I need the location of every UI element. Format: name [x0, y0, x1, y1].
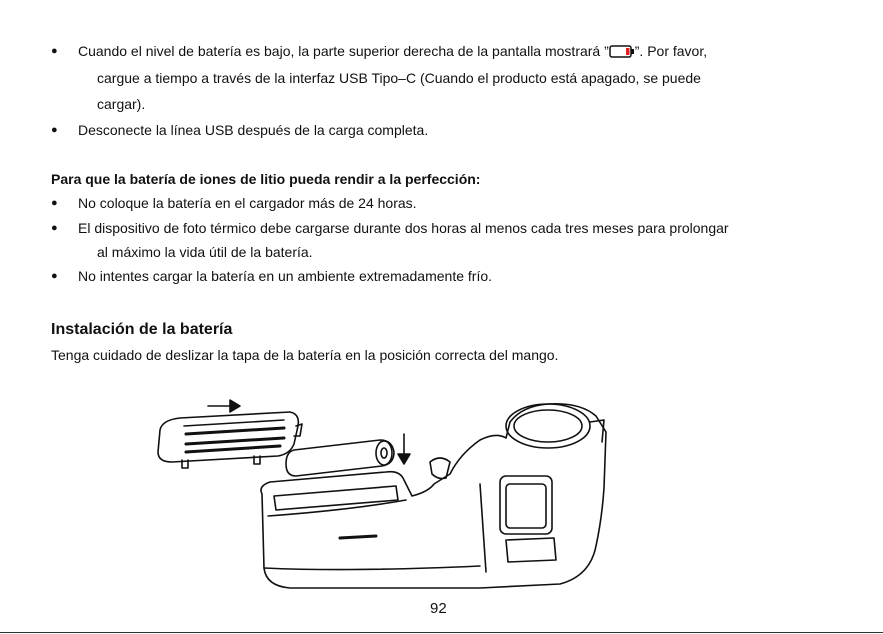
low-battery-icon: [609, 45, 635, 58]
bullet-glyph: ●: [51, 124, 58, 136]
battery-cover: [158, 412, 302, 468]
section-text: Tenga cuidado de deslizar la tapa de la batería en la posición correcta del mango.: [51, 347, 559, 363]
bullet-glyph: ●: [51, 222, 58, 234]
bullet-5-line-1: No intentes cargar la batería en un ambiente extremadamente frío.: [78, 268, 493, 284]
thermal-device: [261, 404, 606, 588]
bullet-3-line-1: No coloque la batería en el cargador más de 24 horas.: [78, 195, 417, 211]
bottom-rule: [0, 632, 883, 633]
bullet-1-line-2: cargue a tiempo a través de la interfaz USB Tipo–C (Cuando el producto está apagado, se puede: [97, 70, 701, 86]
bullet-glyph: ●: [51, 270, 58, 282]
bullet-1-line-1-text: Cuando el nivel de batería es bajo, la parte superior derecha de la pantalla mostrará ”: [78, 43, 609, 59]
bullet-glyph: ●: [51, 45, 58, 57]
section-title: Instalación de la batería: [51, 321, 233, 338]
bullet-2-line-1: Desconecte la línea USB después de la carga completa.: [78, 122, 429, 138]
page-number: 92: [430, 600, 447, 617]
bullet-glyph: ●: [51, 197, 58, 209]
bullet-1-line-1-tail: ”. Por favor,: [634, 43, 708, 59]
slide-arrow-icon: [208, 400, 240, 412]
bullet-1-line-1: [78, 42, 707, 60]
bullet-4-line-2: al máximo la vida útil de la batería.: [97, 244, 313, 260]
perf-heading: Para que la batería de iones de litio pueda rendir a la perfección:: [51, 171, 481, 187]
insert-arrow-icon: [398, 434, 410, 464]
bullet-4-line-1: El dispositivo de foto térmico debe cargarse durante dos horas al menos cada tres meses para prolongar: [78, 220, 729, 236]
battery-cell: [286, 440, 394, 476]
bullet-1-line-3: cargar).: [97, 96, 146, 112]
battery-installation-illustration: [150, 392, 620, 592]
